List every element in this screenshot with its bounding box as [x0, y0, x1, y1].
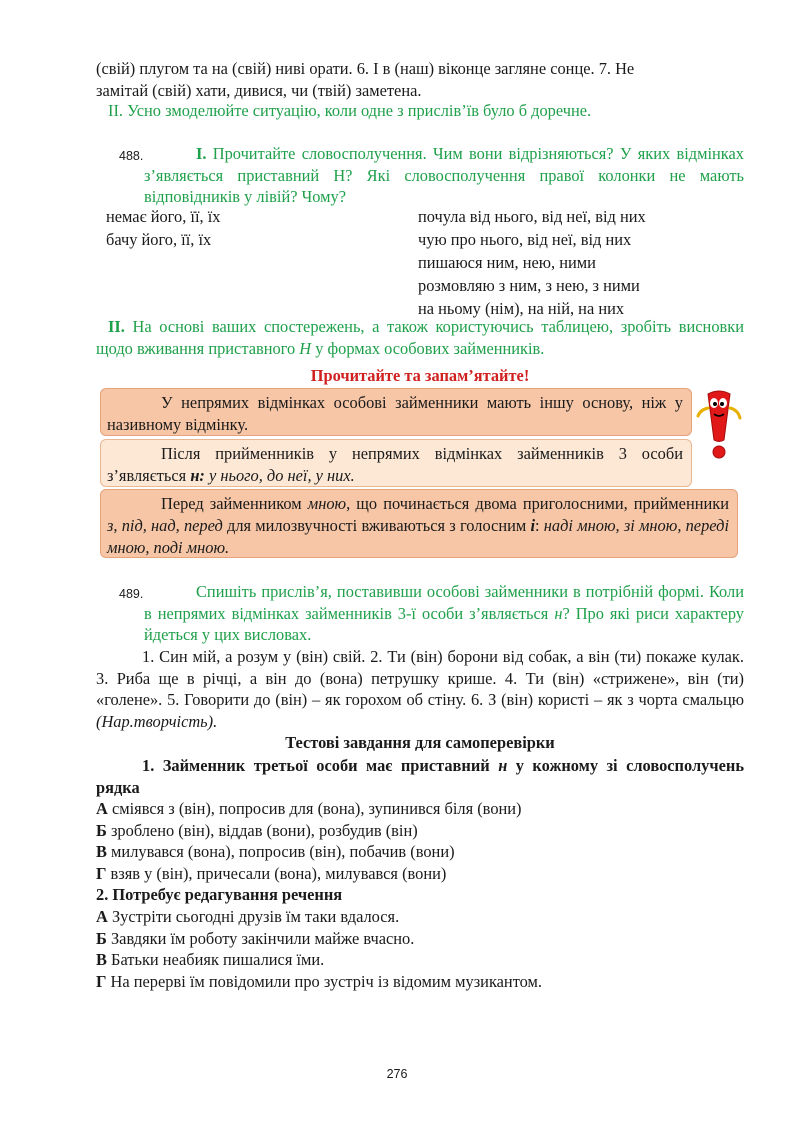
- rule-box-2: [100, 439, 692, 487]
- test-question-2: 2. Потребує редагування речення: [96, 885, 343, 904]
- right-phrase: почула від нього, від неї, від них: [418, 207, 646, 226]
- option-text: взяв у (він), причесали (вона), милувався (вони): [110, 863, 447, 883]
- option-letter: Г: [96, 863, 107, 883]
- option-text: сміявся з (він), попросив для (вона), зупинився біля (вони): [111, 799, 522, 818]
- test-option: [96, 949, 744, 971]
- tests-title: Тестові завдання для самоперевірки: [285, 733, 555, 752]
- exercise-489-proverbs-text: 1. Син мій, а розум у (він) свій. 2. Ти (він) борони від собак, а він (ти) покаже кулак. 3. Риба ще в річці, а він до (вона) петрушку кришe. 4. Ти (він) «стрижене», він (ти) «голене». 5. Говорити до (він) – як горохом об стіну. 6. З (він) користі – як з чорта смальцю: [96, 647, 744, 710]
- test-option: [96, 841, 744, 863]
- test-option: [96, 971, 744, 993]
- exercise-488-part1-text: Прочитайте словосполучення. Чим вони відрізняються? У яких відмінках з’являється приставний Н? Які словосполучення правої колонки не мають відповідників у лівій? Чому?: [144, 144, 744, 207]
- exercise-488-part2-text: На основі ваших спостережень, а також користуючись таблицею, зробіть висновки щодо вживання приставного: [96, 317, 744, 358]
- exercise-488-part2-label: ІІ.: [108, 317, 125, 336]
- exercise-488-part2: [96, 316, 744, 359]
- exercise-489-proverbs: [96, 646, 744, 732]
- rule-2-main: Після прийменників у непрямих відмінках займенників 3 особи з’являється: [107, 444, 683, 485]
- test-q1-letter: н: [498, 756, 508, 775]
- exercise-488-part2-end: у формах особових займенників.: [315, 338, 545, 358]
- test-q1-end: у кожному зі словосполучень рядка: [96, 756, 744, 797]
- exercise-489-task-text: Спишіть прислів’я, поставивши особові займенники в потрібній формі. Коли в непрямих відмінках займенників 3-ї особи з’являється: [144, 582, 744, 623]
- rule-box-3: [100, 489, 738, 558]
- option-letter: А: [96, 907, 108, 926]
- option-letter: В: [96, 842, 107, 862]
- option-text: Завдяки їм роботу закінчили майже вчасно.: [110, 928, 415, 948]
- option-letter: Б: [96, 928, 107, 948]
- exercise-488-part1-label: І.: [196, 144, 207, 163]
- test-option: [96, 928, 744, 950]
- rule-3-word: мною,: [307, 494, 351, 513]
- letter-n-italic: н: [554, 603, 563, 623]
- task-ii-top: ІІ. Усно змоделюйте ситуацію, коли одне з прислів’їв було б доречне.: [108, 101, 592, 120]
- option-letter: Б: [96, 820, 107, 840]
- option-letter: Г: [96, 971, 107, 991]
- test-question-1: [96, 755, 744, 798]
- test-option: [96, 863, 744, 885]
- option-text: Зустріти сьогодні друзів їм таки вдалося.: [111, 907, 400, 926]
- test-option: [96, 906, 744, 928]
- page-number: 276: [386, 1067, 408, 1081]
- test-option: [96, 798, 744, 820]
- letter-n-italic: Н: [299, 338, 312, 358]
- left-phrase: немає його, її, їх: [106, 207, 221, 226]
- rule-3-part-a: Перед займенником: [161, 494, 302, 513]
- exercise-488-task: [144, 143, 744, 208]
- right-phrase: розмовляю з ним, з нею, з ними: [418, 276, 640, 295]
- test-q2-options: [96, 906, 744, 992]
- rule-3-text: [107, 493, 729, 559]
- option-text: Батьки неабияк пишалися їми.: [111, 950, 325, 970]
- left-column-phrases: [106, 205, 220, 251]
- left-phrase: бачу його, її, їх: [106, 230, 212, 249]
- right-phrase: на ньому (нім), на ній, на них: [418, 299, 625, 318]
- option-text: милувався (вона), попросив (він), побачив (вони): [111, 842, 455, 862]
- option-text: зроблено (він), віддав (вони), розбудив (він): [110, 820, 418, 840]
- right-phrase: пишаюся ним, нею, ними: [418, 253, 596, 272]
- rule-3-part-c: для милозвучності вживаються з голосним: [227, 516, 527, 535]
- rule-3-examples: наді мною, зі мною, переді мною, поді мною.: [107, 516, 729, 557]
- rules-title: Прочитайте та запам’ятайте!: [310, 366, 530, 385]
- exercise-489-number: 489.: [119, 587, 144, 601]
- rule-2-text: [107, 443, 683, 487]
- option-letter: В: [96, 950, 107, 970]
- rule-3-prepositions: з, під, над, перед: [107, 516, 223, 535]
- exercise-489-task-end: ? Про які риси характеру йдеться у цих висловах.: [144, 603, 744, 645]
- option-text: На перерві їм повідомили про зустріч із відомим музикантом.: [110, 971, 543, 991]
- test-option: [96, 820, 744, 842]
- rule-2-letter: н:: [190, 466, 205, 485]
- test-q1-options: [96, 798, 744, 884]
- top-paragraph-line-2: замітай (свій) хати, дивися, чи (твій) заметена.: [96, 80, 422, 100]
- right-phrase: чую про нього, від неї, від них: [418, 230, 632, 249]
- exercise-489-task: [144, 581, 744, 646]
- exercise-489-source: (Нар.творчість).: [96, 711, 218, 731]
- rule-3-part-b: що починається двома приголосними, прийменники: [356, 494, 729, 513]
- test-q1-text: 1. Займенник третьої особи має приставний: [142, 756, 490, 775]
- option-letter: А: [96, 799, 108, 818]
- top-paragraph-line-1: (свій) плугом та на (свій) ниві орати. 6. І в (наш) віконце загляне сонце. 7. Не: [96, 59, 635, 78]
- rule-2-examples: у нього, до неї, у них.: [208, 466, 355, 485]
- rule-box-1: [100, 388, 692, 436]
- exclamation-mark-character-icon: [694, 388, 744, 460]
- rule-3-letter: і: [530, 516, 536, 535]
- top-paragraph: [96, 58, 744, 101]
- rule-3-colon: :: [535, 516, 540, 535]
- right-column-phrases: [418, 205, 646, 320]
- rule-1-text: У непрямих відмінках особові займенники мають іншу основу, ніж у називному відмінку.: [107, 393, 683, 434]
- exercise-488-number: 488.: [119, 149, 144, 163]
